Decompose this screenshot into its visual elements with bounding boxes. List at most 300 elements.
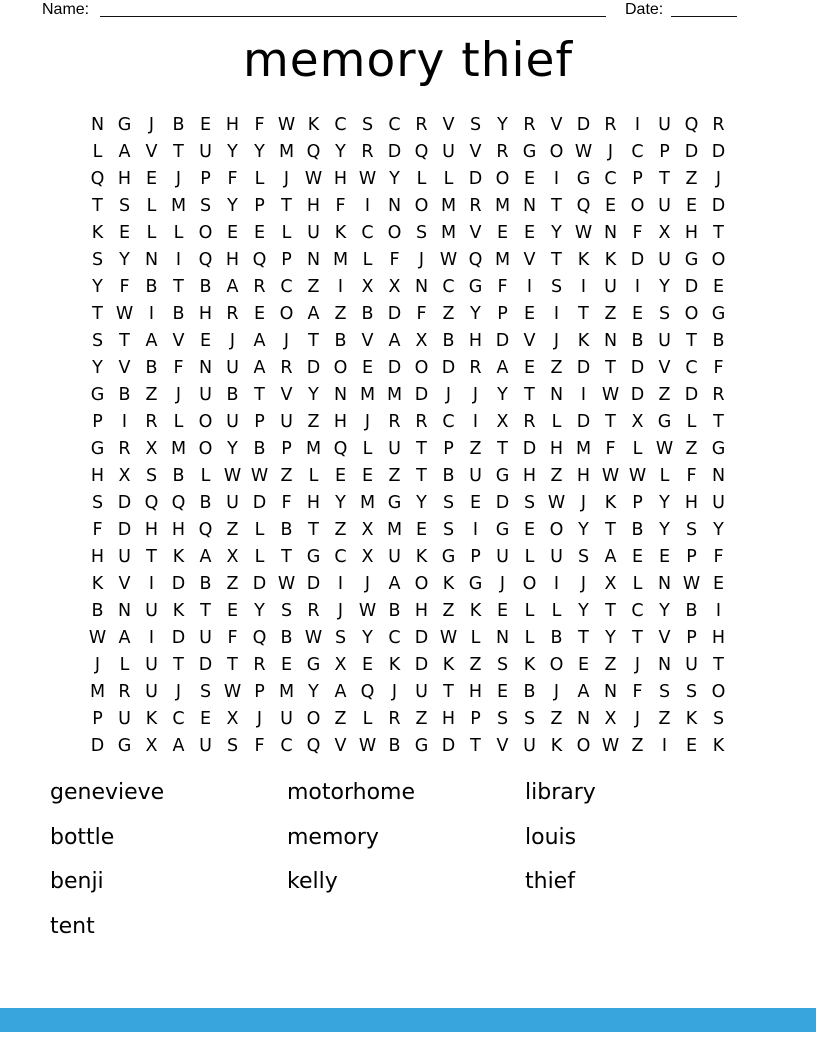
grid-letter: D: [198, 655, 213, 675]
grid-letter: X: [118, 466, 131, 486]
grid-letter: R: [496, 142, 509, 162]
grid-letter: V: [469, 142, 482, 162]
grid-letter: S: [658, 304, 671, 324]
grid-letter: Q: [306, 736, 321, 756]
grid-letter: T: [92, 304, 103, 324]
grid-letter: X: [604, 709, 617, 729]
grid-letter: W: [115, 304, 134, 324]
grid-letter: S: [280, 601, 293, 621]
puzzle-title: memory thief: [242, 33, 574, 88]
grid-letter: O: [414, 358, 429, 378]
grid-letter: B: [226, 385, 239, 405]
grid-letter: D: [684, 277, 699, 297]
grid-letter: T: [497, 439, 508, 459]
grid-letter: U: [658, 331, 671, 351]
grid-letter: X: [658, 223, 671, 243]
grid-letter: P: [92, 709, 103, 729]
grid-letter: H: [90, 466, 105, 486]
grid-letter: S: [334, 628, 347, 648]
grid-letter: D: [468, 169, 483, 189]
grid-letter: K: [91, 223, 104, 243]
grid-letter: J: [715, 169, 722, 189]
grid-letter: C: [280, 736, 293, 756]
grid-letter: S: [712, 709, 725, 729]
grid-letter: A: [172, 736, 185, 756]
grid-letter: D: [171, 628, 186, 648]
grid-letter: A: [199, 547, 212, 567]
grid-letter: M: [170, 196, 187, 216]
grid-letter: T: [713, 412, 724, 432]
name-label: Name:: [42, 1, 90, 18]
word-list-item: louis: [525, 824, 577, 850]
grid-letter: T: [308, 520, 319, 540]
grid-letter: T: [173, 655, 184, 675]
grid-letter: D: [117, 493, 132, 513]
grid-letter: L: [524, 601, 535, 621]
grid-letter: K: [469, 601, 482, 621]
grid-letter: H: [468, 331, 483, 351]
grid-letter: L: [146, 223, 157, 243]
grid-letter: D: [306, 574, 321, 594]
grid-letter: U: [226, 358, 239, 378]
grid-letter: S: [91, 331, 104, 351]
grid-letter: Y: [659, 520, 670, 540]
grid-letter: O: [414, 574, 429, 594]
grid-letter: F: [605, 439, 616, 459]
grid-letter: Y: [254, 601, 265, 621]
grid-letter: R: [307, 601, 320, 621]
grid-letter: W: [439, 628, 458, 648]
grid-letter: D: [117, 520, 132, 540]
grid-letter: P: [632, 169, 643, 189]
grid-letter: U: [658, 196, 671, 216]
name-blank-line: [100, 0, 606, 17]
grid-letter: X: [415, 331, 428, 351]
grid-letter: D: [495, 493, 510, 513]
grid-letter: N: [549, 385, 564, 405]
grid-letter: N: [711, 466, 726, 486]
grid-letter: O: [684, 304, 699, 324]
grid-letter: L: [686, 412, 697, 432]
grid-letter: E: [253, 223, 266, 243]
grid-letter: J: [94, 655, 101, 675]
grid-letter: Z: [334, 304, 347, 324]
grid-letter: Z: [145, 385, 158, 405]
grid-letter: E: [658, 547, 671, 567]
grid-letter: P: [632, 493, 643, 513]
grid-letter: Y: [578, 520, 589, 540]
grid-letter: E: [523, 304, 536, 324]
grid-letter: J: [283, 331, 290, 351]
grid-letter: V: [523, 331, 536, 351]
grid-letter: H: [198, 304, 213, 324]
grid-letter: G: [441, 547, 456, 567]
grid-letter: T: [578, 628, 589, 648]
grid-letter: Y: [362, 628, 373, 648]
grid-letter: R: [469, 196, 482, 216]
grid-letter: Y: [92, 358, 103, 378]
grid-letter: Z: [442, 601, 455, 621]
grid-letter: H: [225, 250, 240, 270]
grid-letter: U: [442, 142, 455, 162]
grid-letter: U: [658, 115, 671, 135]
grid-letter: A: [118, 628, 131, 648]
grid-letter: W: [655, 439, 674, 459]
grid-letter: M: [305, 439, 322, 459]
grid-letter: O: [495, 169, 510, 189]
grid-letter: H: [522, 466, 537, 486]
grid-letter: M: [278, 142, 295, 162]
grid-letter: L: [362, 250, 373, 270]
grid-letter: R: [523, 115, 536, 135]
grid-letter: I: [526, 277, 533, 297]
grid-letter: G: [495, 520, 510, 540]
word-list-column: [525, 781, 596, 915]
grid-letter: A: [577, 682, 590, 702]
grid-letter: F: [713, 547, 724, 567]
grid-letter: G: [711, 304, 726, 324]
grid-letter: P: [686, 628, 697, 648]
grid-letter: S: [523, 709, 536, 729]
grid-letter: U: [145, 682, 158, 702]
grid-letter: D: [711, 142, 726, 162]
grid-letter: C: [361, 223, 374, 243]
grid-letter: U: [685, 655, 698, 675]
word-list-item: kelly: [287, 869, 338, 894]
grid-letter: Z: [469, 655, 482, 675]
grid-letter: Q: [306, 142, 321, 162]
grid-letter: W: [304, 628, 323, 648]
grid-letter: X: [226, 709, 239, 729]
grid-letter: B: [172, 304, 185, 324]
grid-letter: J: [337, 601, 344, 621]
grid-letter: L: [173, 412, 184, 432]
grid-letter: J: [607, 142, 614, 162]
grid-letter: J: [553, 331, 560, 351]
grid-letter: H: [576, 466, 591, 486]
grid-letter: P: [470, 547, 481, 567]
grid-letter: B: [523, 682, 536, 702]
grid-letter: N: [522, 196, 537, 216]
grid-letter: Y: [713, 520, 724, 540]
grid-letter: V: [361, 331, 374, 351]
grid-letter: Q: [171, 493, 186, 513]
grid-letter: B: [712, 331, 725, 351]
grid-letter: H: [468, 682, 483, 702]
grid-letter: U: [280, 709, 293, 729]
grid-letter: T: [416, 466, 427, 486]
grid-letter: L: [92, 142, 103, 162]
grid-letter: Z: [658, 385, 671, 405]
grid-letter: V: [442, 115, 455, 135]
footer-accent-bar: [0, 1008, 816, 1032]
grid-letter: R: [118, 439, 131, 459]
grid-letter: K: [550, 736, 563, 756]
grid-letter: Q: [144, 493, 159, 513]
grid-letter: A: [604, 547, 617, 567]
grid-letter: H: [333, 412, 348, 432]
grid-letter: Y: [416, 493, 427, 513]
grid-letter: I: [580, 385, 587, 405]
grid-letter: Q: [468, 250, 483, 270]
grid-letter: T: [686, 331, 697, 351]
grid-letter: E: [496, 601, 509, 621]
grid-letter: E: [523, 223, 536, 243]
grid-letter: T: [227, 655, 238, 675]
grid-letter: D: [684, 142, 699, 162]
grid-letter: A: [253, 358, 266, 378]
grid-letter: D: [414, 385, 429, 405]
grid-letter: M: [170, 439, 187, 459]
grid-letter: B: [199, 574, 212, 594]
grid-letter: L: [308, 466, 319, 486]
grid-letter: H: [684, 493, 699, 513]
grid-letter: Z: [604, 304, 617, 324]
grid-letter: L: [254, 169, 265, 189]
grid-letter: I: [553, 304, 560, 324]
grid-letter: W: [439, 250, 458, 270]
grid-letter: K: [91, 574, 104, 594]
grid-letter: F: [686, 466, 697, 486]
grid-letter: P: [254, 196, 265, 216]
word-list-column: [50, 781, 164, 959]
grid-letter: U: [604, 277, 617, 297]
grid-letter: O: [630, 196, 645, 216]
grid-letter: L: [632, 439, 643, 459]
grid-letter: W: [223, 466, 242, 486]
word-list-item: motorhome: [287, 780, 416, 805]
grid-letter: W: [358, 736, 377, 756]
grid-letter: F: [335, 196, 346, 216]
grid-letter: Z: [415, 709, 428, 729]
grid-letter: A: [226, 277, 239, 297]
grid-letter: D: [306, 358, 321, 378]
grid-letter: I: [175, 250, 182, 270]
word-list-item: bottle: [50, 824, 115, 850]
grid-letter: S: [91, 493, 104, 513]
grid-letter: T: [605, 412, 616, 432]
grid-letter: Z: [550, 466, 563, 486]
grid-letter: P: [254, 682, 265, 702]
grid-letter: D: [684, 385, 699, 405]
grid-letter: J: [580, 574, 587, 594]
grid-letter: P: [281, 439, 292, 459]
grid-letter: W: [547, 493, 566, 513]
grid-letter: X: [226, 547, 239, 567]
grid-letter: D: [252, 574, 267, 594]
grid-letter: M: [386, 520, 403, 540]
grid-letter: O: [279, 304, 294, 324]
grid-letter: X: [631, 412, 644, 432]
grid-letter: W: [277, 115, 296, 135]
grid-letter: Y: [551, 223, 562, 243]
grid-letter: N: [495, 628, 510, 648]
grid-letter: K: [172, 601, 185, 621]
grid-letter: T: [146, 547, 157, 567]
grid-letter: K: [604, 493, 617, 513]
grid-letter: U: [280, 412, 293, 432]
grid-letter: P: [254, 412, 265, 432]
grid-letter: E: [361, 466, 374, 486]
grid-letter: D: [576, 115, 591, 135]
grid-letter: S: [496, 655, 509, 675]
grid-letter: L: [524, 628, 535, 648]
grid-letter: D: [441, 358, 456, 378]
grid-letter: K: [523, 655, 536, 675]
grid-letter: I: [580, 277, 587, 297]
grid-letter: N: [387, 196, 402, 216]
date-blank-line: [671, 0, 737, 17]
grid-letter: L: [119, 655, 130, 675]
grid-letter: U: [496, 547, 509, 567]
grid-letter: S: [145, 466, 158, 486]
grid-letter: P: [470, 709, 481, 729]
grid-letter: O: [198, 412, 213, 432]
grid-letter: Y: [578, 601, 589, 621]
grid-letter: L: [551, 601, 562, 621]
grid-letter: S: [91, 250, 104, 270]
grid-letter: Z: [685, 439, 698, 459]
grid-letter: T: [470, 736, 481, 756]
grid-letter: U: [550, 547, 563, 567]
grid-letter: U: [118, 547, 131, 567]
grid-letter: L: [146, 196, 157, 216]
date-label: Date:: [625, 1, 664, 18]
grid-letter: O: [198, 223, 213, 243]
grid-letter: W: [277, 574, 296, 594]
grid-letter: T: [632, 628, 643, 648]
grid-letter: I: [472, 412, 479, 432]
grid-letter: S: [523, 493, 536, 513]
grid-letter: T: [713, 223, 724, 243]
grid-letter: F: [227, 628, 238, 648]
grid-letter: Z: [469, 439, 482, 459]
grid-letter: N: [198, 358, 213, 378]
grid-letter: K: [712, 736, 725, 756]
grid-letter: O: [549, 520, 564, 540]
grid-letter: M: [440, 196, 457, 216]
grid-letter: J: [148, 115, 155, 135]
grid-letter: N: [657, 655, 672, 675]
grid-letter: F: [632, 223, 643, 243]
grid-letter: T: [119, 331, 130, 351]
grid-letter: C: [172, 709, 185, 729]
grid-letter: U: [118, 709, 131, 729]
grid-letter: U: [712, 493, 725, 513]
grid-letter: N: [603, 331, 618, 351]
grid-letter: Y: [92, 277, 103, 297]
grid-letter: J: [256, 709, 263, 729]
grid-letter: O: [711, 250, 726, 270]
grid-letter: I: [364, 196, 371, 216]
grid-letter: M: [494, 196, 511, 216]
grid-letter: V: [145, 142, 158, 162]
grid-letter: I: [553, 574, 560, 594]
grid-letter: B: [280, 520, 293, 540]
grid-letter: V: [118, 358, 131, 378]
grid-letter: G: [657, 412, 672, 432]
grid-letter: X: [334, 655, 347, 675]
grid-letter: G: [414, 736, 429, 756]
grid-letter: R: [712, 115, 725, 135]
grid-letter: U: [307, 223, 320, 243]
grid-letter: Y: [389, 169, 400, 189]
grid-letter: O: [522, 574, 537, 594]
grid-letter: D: [171, 574, 186, 594]
grid-letter: L: [173, 223, 184, 243]
grid-letter: Z: [334, 520, 347, 540]
grid-letter: E: [685, 736, 698, 756]
grid-letter: P: [686, 547, 697, 567]
grid-letter: D: [414, 628, 429, 648]
grid-letter: N: [144, 250, 159, 270]
grid-letter: T: [254, 385, 265, 405]
grid-letter: Y: [659, 493, 670, 513]
grid-letter: F: [119, 277, 130, 297]
grid-letter: E: [199, 709, 212, 729]
grid-letter: E: [604, 196, 617, 216]
grid-letter: Y: [119, 250, 130, 270]
grid-letter: L: [416, 169, 427, 189]
grid-letter: T: [524, 385, 535, 405]
grid-letter: E: [118, 223, 131, 243]
grid-letter: E: [712, 574, 725, 594]
grid-letter: M: [89, 682, 106, 702]
grid-letter: Z: [226, 520, 239, 540]
grid-letter: L: [659, 466, 670, 486]
grid-letter: U: [226, 493, 239, 513]
grid-letter: B: [172, 115, 185, 135]
grid-letter: G: [306, 547, 321, 567]
grid-letter: V: [334, 736, 347, 756]
grid-letter: S: [442, 493, 455, 513]
grid-letter: S: [199, 682, 212, 702]
grid-letter: S: [550, 277, 563, 297]
grid-letter: O: [198, 439, 213, 459]
grid-letter: O: [414, 196, 429, 216]
grid-letter: N: [603, 223, 618, 243]
grid-letter: V: [550, 115, 563, 135]
grid-letter: T: [713, 655, 724, 675]
grid-letter: A: [388, 331, 401, 351]
grid-letter: U: [145, 601, 158, 621]
grid-letter: I: [715, 601, 722, 621]
grid-letter: R: [253, 277, 266, 297]
grid-letter: Z: [442, 304, 455, 324]
grid-letter: E: [334, 466, 347, 486]
grid-letter: T: [659, 169, 670, 189]
grid-letter: Q: [252, 250, 267, 270]
grid-letter: S: [685, 520, 698, 540]
grid-letter: G: [495, 466, 510, 486]
grid-letter: O: [549, 655, 564, 675]
grid-letter: T: [308, 331, 319, 351]
grid-letter: Z: [307, 277, 320, 297]
grid-letter: P: [200, 169, 211, 189]
grid-letter: Q: [360, 682, 375, 702]
word-list-item: genevieve: [50, 780, 165, 805]
grid-letter: U: [145, 655, 158, 675]
grid-letter: D: [711, 196, 726, 216]
grid-letter: I: [337, 277, 344, 297]
grid-letter: T: [173, 142, 184, 162]
grid-letter: R: [253, 655, 266, 675]
grid-letter: M: [575, 439, 592, 459]
grid-letter: E: [523, 520, 536, 540]
grid-letter: F: [173, 358, 184, 378]
grid-letter: Y: [497, 115, 508, 135]
grid-letter: B: [145, 277, 158, 297]
